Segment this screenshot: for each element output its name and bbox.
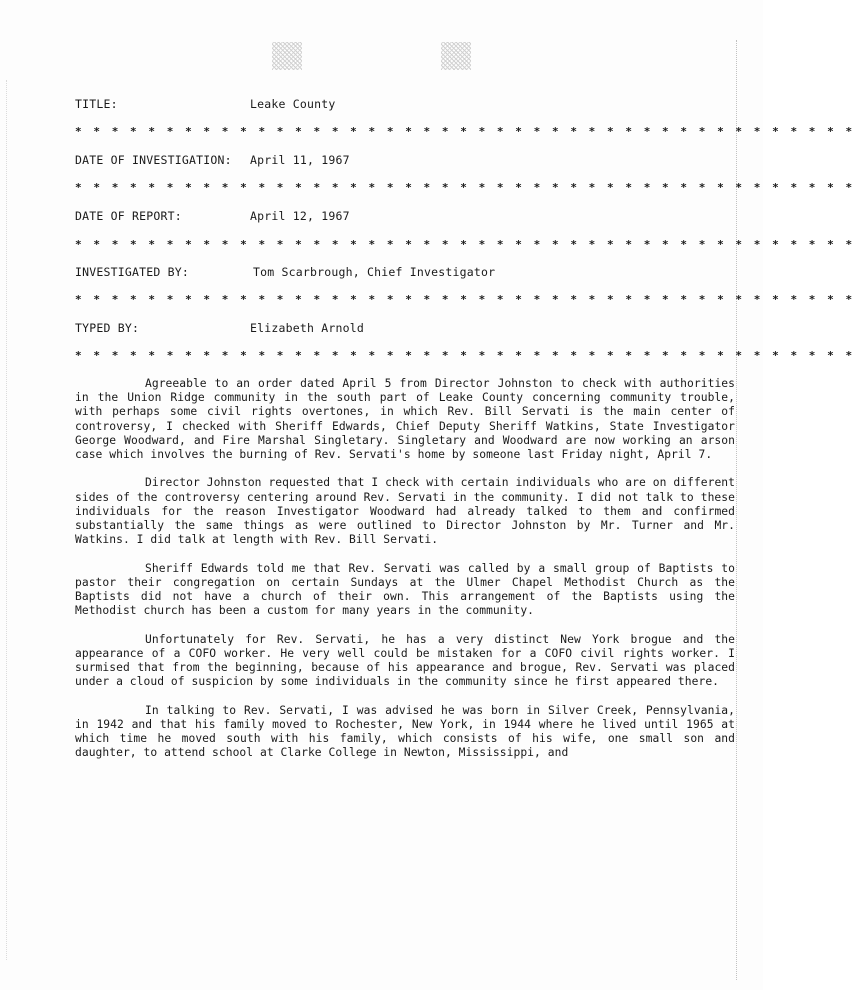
date-report-value: April 12, 1967 [250, 209, 350, 223]
separator-line: * * * * * * * * * * * * * * * * * * * * * * * * * * * * * * * * * * * * * * * * * * * [75, 181, 855, 194]
scan-edge-left [6, 80, 8, 960]
report-body [75, 377, 735, 775]
date-investigation-value: April 11, 1967 [250, 153, 350, 167]
body-paragraph: Agreeable to an order dated April 5 from Director Johnston to check with authorities in the Union Ridge community in the south part of Leake County concerning community trouble, with perhaps some civil rights overtones, in which Rev. Bill Servati is the main center of controversy, I checked with Sheriff Edwards, Chief Deputy Sheriff Watkins, State Investigator George Woodward, and Fire Marshal Singletary. Singletary and Woodward are now working an arson case which involves the burning of Rev. Servati's home by someone last Friday night, April 7. [75, 377, 735, 462]
scan-stamp-mark [272, 42, 302, 70]
date-report-label: DATE OF REPORT: [75, 209, 182, 223]
body-paragraph: Unfortunately for Rev. Servati, he has a very distinct New York brogue and the appearance of a COFO worker. He very well could be mistaken for a COFO civil rights worker. I surmised that from the beginning, because of his appearance and brogue, Rev. Servati was placed under a cloud of suspicion by some individuals in the community since he first appeared there. [75, 632, 735, 689]
typed-by-value: Elizabeth Arnold [250, 321, 364, 335]
investigated-by-label: INVESTIGATED BY: [75, 265, 189, 279]
separator-line: * * * * * * * * * * * * * * * * * * * * * * * * * * * * * * * * * * * * * * * * * * * [75, 238, 855, 251]
typed-by-label: TYPED BY: [75, 321, 140, 335]
body-paragraph: Director Johnston requested that I check with certain individuals who are on different sides of the controversy centering around Rev. Servati in the community. I did not talk to these individuals for the reason Investigator Woodward had already talked to them and confirmed substantially the same things as were outlined to Director Johnston by Mr. Turner and Mr. Watkins. I did talk at length with Rev. Bill Servati. [75, 476, 735, 547]
scan-stamp-mark [441, 42, 471, 70]
title-label: TITLE: [75, 97, 118, 111]
investigated-by-value: Tom Scarbrough, Chief Investigator [253, 265, 496, 279]
date-investigation-label: DATE OF INVESTIGATION: [75, 153, 232, 167]
separator-line: * * * * * * * * * * * * * * * * * * * * * * * * * * * * * * * * * * * * * * * * * * * [75, 293, 855, 306]
body-paragraph: Sheriff Edwards told me that Rev. Servati was called by a small group of Baptists to pastor their congregation on certain Sundays at the Ulmer Chapel Methodist Church as the Baptists did not have a church of their own. This arrangement of the Baptists using the Methodist church has been a custom for many years in the community. [75, 561, 735, 618]
title-value: Leake County [250, 97, 336, 111]
separator-line: * * * * * * * * * * * * * * * * * * * * * * * * * * * * * * * * * * * * * * * * * * * [75, 349, 855, 362]
body-paragraph: In talking to Rev. Servati, I was advised he was born in Silver Creek, Pennsylvania, in 1942 and that his family moved to Rochester, New York, in 1944 where he lived until 1965 at which time he moved south with his family, which consists of his wife, one small son and daughter, to attend school at Clarke College in Newton, Mississippi, and [75, 703, 735, 760]
separator-line: * * * * * * * * * * * * * * * * * * * * * * * * * * * * * * * * * * * * * * * * * * * [75, 125, 855, 138]
